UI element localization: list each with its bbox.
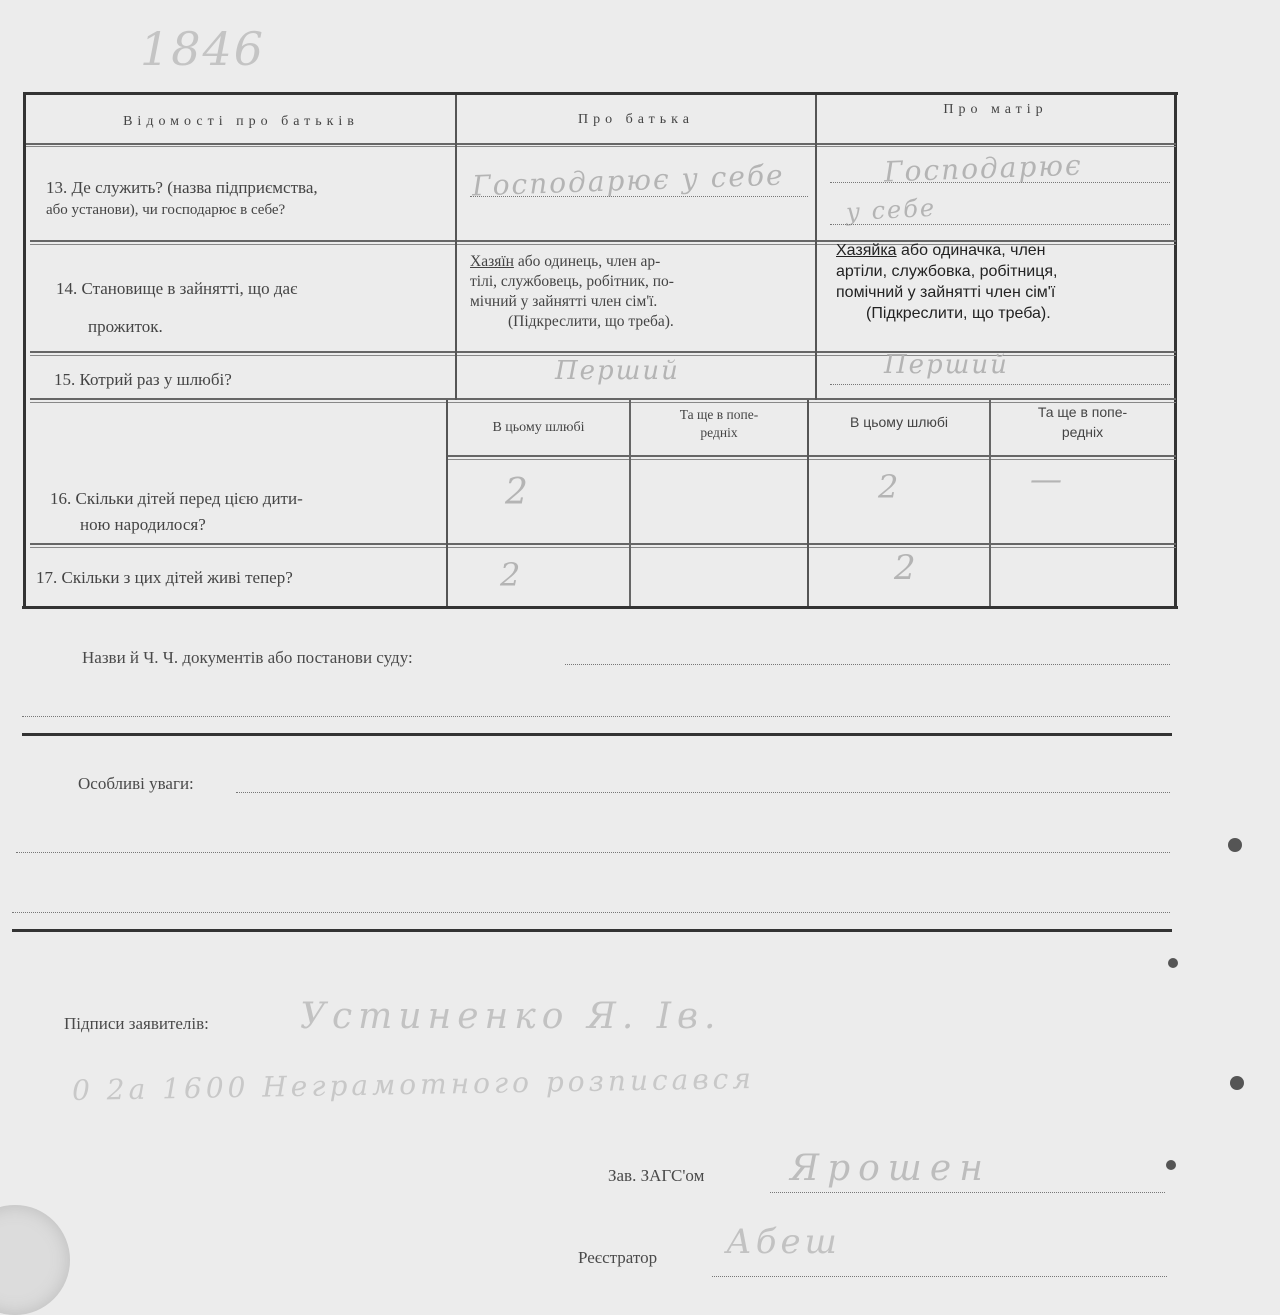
- row16-mother-prev: —: [1030, 460, 1064, 498]
- registrar-signature: Абеш: [726, 1222, 841, 1262]
- registrar-signature-line: [712, 1276, 1167, 1277]
- header-mother: Про матір: [943, 102, 1048, 117]
- row15-father-value: Перший: [555, 356, 680, 386]
- row14-father-options: Хазяїн або одинець, член ар- тілі, службовець, робітник, по- мічний у зайнятті член сім'ї. (Підкреслити, що треба).: [470, 253, 674, 330]
- illiterate-note: 0 2а 1600 Неграмотного розписався: [71, 1062, 756, 1107]
- remarks-line-1: [236, 792, 1170, 793]
- subheader-father-this: В цьому шлюбі: [492, 420, 585, 435]
- applicants-signature: Устиненко Я. Ів.: [300, 996, 722, 1037]
- row13-mother-value-2: у себе: [845, 193, 937, 227]
- punch-hole: [1168, 958, 1178, 968]
- row13-label: 13. Де служить? (назва підприємства, або установи), чи господарює в себе?: [46, 178, 318, 218]
- punch-hole: [1230, 1076, 1244, 1090]
- page-fold: [0, 1205, 70, 1315]
- punch-hole: [1228, 838, 1242, 852]
- row14-label: 14. Становище в зайнятті, що дає прожиток.: [56, 279, 298, 336]
- registrar-label: Реєстратор: [578, 1248, 658, 1267]
- row14-mother-options: Хазяйка або одиначка, член артіли, службовка, робітниця, помічний у зайнятті член сім'ї (Підкреслити, що треба).: [836, 242, 1058, 322]
- subheader-mother-prev: Та ще в попе- редніх: [1037, 404, 1128, 440]
- row13-mother-value-1: Господарює: [883, 148, 1084, 189]
- row13-father-value: Господарює у себе: [471, 158, 786, 203]
- header-father: Про батька: [578, 112, 694, 127]
- father-underlined-option: Хазяїн: [470, 253, 514, 270]
- row16-label: 16. Скільки дітей перед цією дити- ною народилося?: [50, 489, 303, 534]
- punch-hole: [1166, 1160, 1176, 1170]
- row17-father-this: 2: [500, 556, 523, 594]
- subheader-mother-this: В цьому шлюбі: [849, 414, 949, 430]
- row17-mother-this: 2: [894, 548, 918, 588]
- subheader-father-prev: Та ще в попе- редніх: [679, 407, 759, 440]
- documents-line-1: [565, 664, 1170, 665]
- remarks-label: Особливі уваги:: [78, 774, 194, 793]
- row16-mother-this: 2: [878, 468, 901, 506]
- head-signature-line: [770, 1192, 1165, 1193]
- remarks-line-2: [16, 852, 1170, 853]
- row15-mother-value: Перший: [884, 350, 1009, 380]
- head-signature: Ярошен: [790, 1148, 991, 1189]
- applicants-label: Підписи заявителів:: [64, 1014, 209, 1033]
- remarks-line-3: [12, 912, 1170, 913]
- mother-underlined-option: Хазяйка: [836, 242, 897, 259]
- head-label: Зав. ЗАГС'ом: [608, 1166, 705, 1185]
- row16-father-this: 2: [505, 472, 530, 513]
- header-label: Відомості про батьків: [123, 114, 359, 129]
- documents-label: Назви й Ч. Ч. документів або постанови суду:: [82, 648, 413, 667]
- row17-label: 17. Скільки з цих дітей живі тепер?: [36, 568, 293, 587]
- row15-label: 15. Котрий раз у шлюбі?: [54, 370, 232, 389]
- stamp-number: 1846: [140, 22, 266, 76]
- documents-line-2: [22, 716, 1170, 717]
